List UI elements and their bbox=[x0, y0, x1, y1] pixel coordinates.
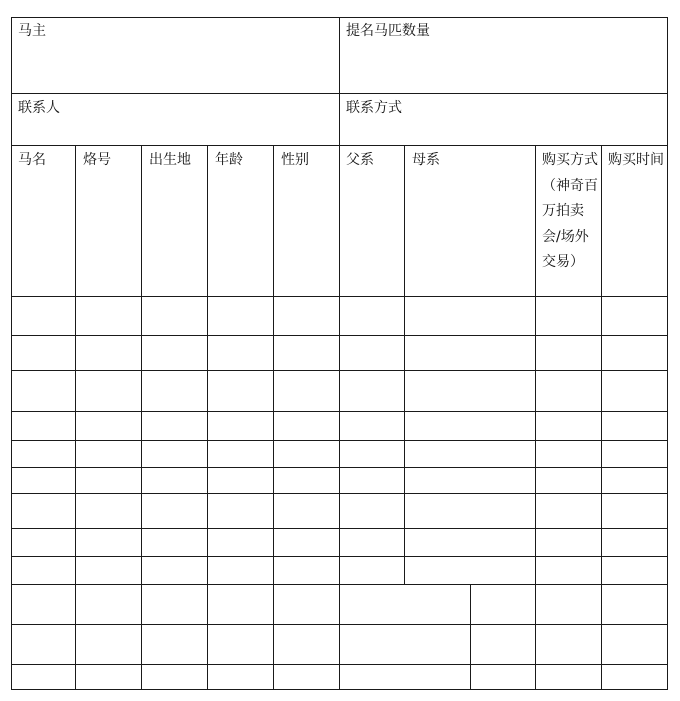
col-divider bbox=[339, 17, 340, 690]
col-divider bbox=[75, 145, 76, 690]
col-divider bbox=[273, 145, 274, 690]
horse-count-label: 提名马匹数量 bbox=[346, 23, 430, 39]
owner-input-cell[interactable] bbox=[12, 45, 339, 93]
contact-person-input-cell[interactable] bbox=[12, 122, 339, 145]
owner-label: 马主 bbox=[18, 23, 46, 39]
header-sex: 性别 bbox=[281, 152, 309, 168]
header-brand-no: 烙号 bbox=[83, 152, 111, 168]
header-birthplace: 出生地 bbox=[149, 152, 191, 168]
col-divider bbox=[535, 145, 536, 690]
col-divider bbox=[141, 145, 142, 690]
header-age: 年龄 bbox=[215, 152, 243, 168]
header-dam: 母系 bbox=[412, 152, 440, 168]
table-border-left bbox=[11, 17, 12, 690]
header-purchase-time: 购买时间 bbox=[608, 152, 664, 168]
contact-method-input-cell[interactable] bbox=[340, 122, 667, 145]
header-horse-name: 马名 bbox=[18, 152, 46, 168]
horse-count-input-cell[interactable] bbox=[340, 45, 667, 93]
header-sire: 父系 bbox=[346, 152, 374, 168]
header-purchase-method: 购买方式（神奇百万拍卖会/场外交易） bbox=[542, 152, 598, 270]
col-divider bbox=[470, 584, 471, 690]
col-divider bbox=[207, 145, 208, 690]
contact-method-label: 联系方式 bbox=[346, 100, 402, 116]
col-divider bbox=[601, 145, 602, 690]
contact-person-label: 联系人 bbox=[18, 100, 60, 116]
table-border-right bbox=[667, 17, 668, 690]
col-divider bbox=[404, 145, 405, 585]
